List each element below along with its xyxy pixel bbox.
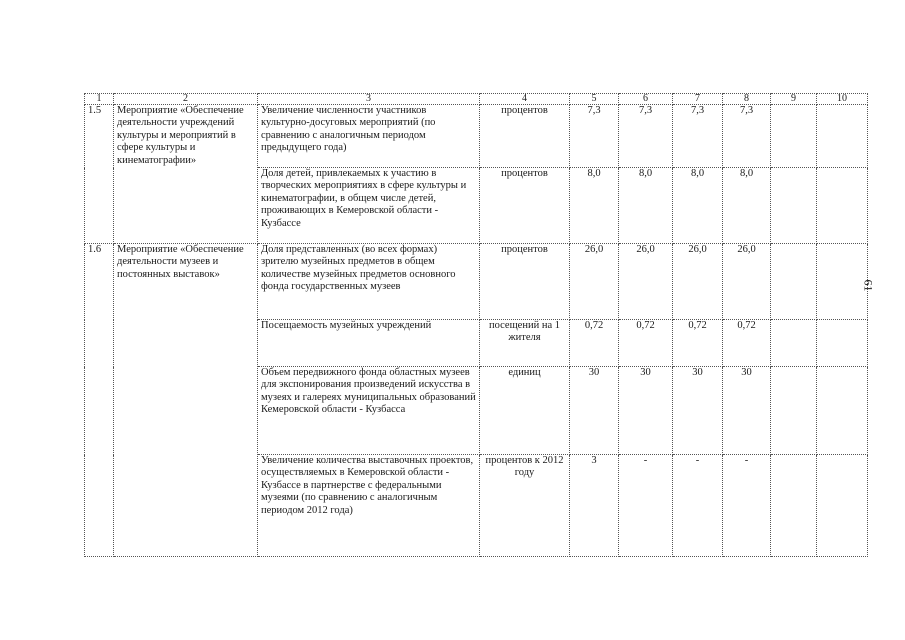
header-cell: 5: [570, 94, 619, 105]
header-cell: 6: [619, 94, 673, 105]
value-cell: [817, 320, 868, 367]
unit-cell: процентов: [480, 244, 570, 320]
value-cell: -: [619, 455, 673, 557]
unit-cell: посещений на 1 жителя: [480, 320, 570, 367]
value-cell: 30: [723, 367, 771, 455]
value-cell: 8,0: [570, 168, 619, 244]
value-cell: 30: [673, 367, 723, 455]
value-cell: [771, 320, 817, 367]
header-cell: 9: [771, 94, 817, 105]
unit-cell: процентов: [480, 105, 570, 168]
indicator-name: Доля детей, привлекаемых к участию в творческих мероприятиях в сфере культуры и кинематографии, в общем числе детей, проживающих в Кемеровской области - Кузбассе: [258, 168, 480, 244]
indicator-name: Увеличение численности участников культурно-досуговых мероприятий (по сравнению с аналогичным периодом предыдущего года): [258, 105, 480, 168]
page-number: 61: [861, 279, 876, 292]
event-name: Мероприятие «Обеспечение деятельности учреждений культуры и мероприятий в сфере культуры и кинематографии»: [114, 105, 258, 244]
value-cell: 0,72: [619, 320, 673, 367]
header-cell: 4: [480, 94, 570, 105]
indicator-name: Посещаемость музейных учреждений: [258, 320, 480, 367]
event-name: Мероприятие «Обеспечение деятельности музеев и постоянных выставок»: [114, 244, 258, 557]
value-cell: [817, 455, 868, 557]
value-cell: [771, 168, 817, 244]
value-cell: [771, 455, 817, 557]
value-cell: [817, 367, 868, 455]
header-cell: 2: [114, 94, 258, 105]
value-cell: 0,72: [673, 320, 723, 367]
indicator-name: Объем передвижного фонда областных музеев для экспонирования произведений искусства в музеях и галереях муниципальных образований Кемеровской области - Кузбасса: [258, 367, 480, 455]
value-cell: [771, 244, 817, 320]
table-row: [85, 105, 868, 168]
unit-cell: единиц: [480, 367, 570, 455]
header-cell: 1: [85, 94, 114, 105]
row-number: 1.6: [85, 244, 114, 557]
value-cell: 30: [619, 367, 673, 455]
indicator-name: Доля представленных (во всех формах) зрителю музейных предметов в общем количестве музейных предметов основного фонда государственных музеев: [258, 244, 480, 320]
header-row: [85, 94, 868, 105]
unit-cell: процентов: [480, 168, 570, 244]
header-cell: 8: [723, 94, 771, 105]
value-cell: 7,3: [570, 105, 619, 168]
value-cell: 26,0: [619, 244, 673, 320]
value-cell: 8,0: [723, 168, 771, 244]
value-cell: [771, 367, 817, 455]
value-cell: 8,0: [673, 168, 723, 244]
value-cell: 7,3: [723, 105, 771, 168]
value-cell: -: [673, 455, 723, 557]
value-cell: 7,3: [673, 105, 723, 168]
value-cell: 26,0: [723, 244, 771, 320]
value-cell: 0,72: [570, 320, 619, 367]
unit-cell: процентов к 2012 году: [480, 455, 570, 557]
value-cell: [771, 105, 817, 168]
value-cell: [817, 105, 868, 168]
value-cell: 26,0: [673, 244, 723, 320]
value-cell: 3: [570, 455, 619, 557]
value-cell: [817, 168, 868, 244]
header-cell: 10: [817, 94, 868, 105]
row-number: 1.5: [85, 105, 114, 244]
value-cell: 7,3: [619, 105, 673, 168]
indicator-name: Увеличение количества выставочных проектов, осуществляемых в Кемеровской области - Кузбассе в партнерстве с федеральными музеями (по сравнению с аналогичным периодом 2012 года): [258, 455, 480, 557]
value-cell: 26,0: [570, 244, 619, 320]
value-cell: 8,0: [619, 168, 673, 244]
value-cell: 30: [570, 367, 619, 455]
table-row: [85, 244, 868, 320]
value-cell: 0,72: [723, 320, 771, 367]
indicators-table: [84, 93, 868, 557]
value-cell: [817, 244, 868, 320]
header-cell: 7: [673, 94, 723, 105]
value-cell: -: [723, 455, 771, 557]
header-cell: 3: [258, 94, 480, 105]
